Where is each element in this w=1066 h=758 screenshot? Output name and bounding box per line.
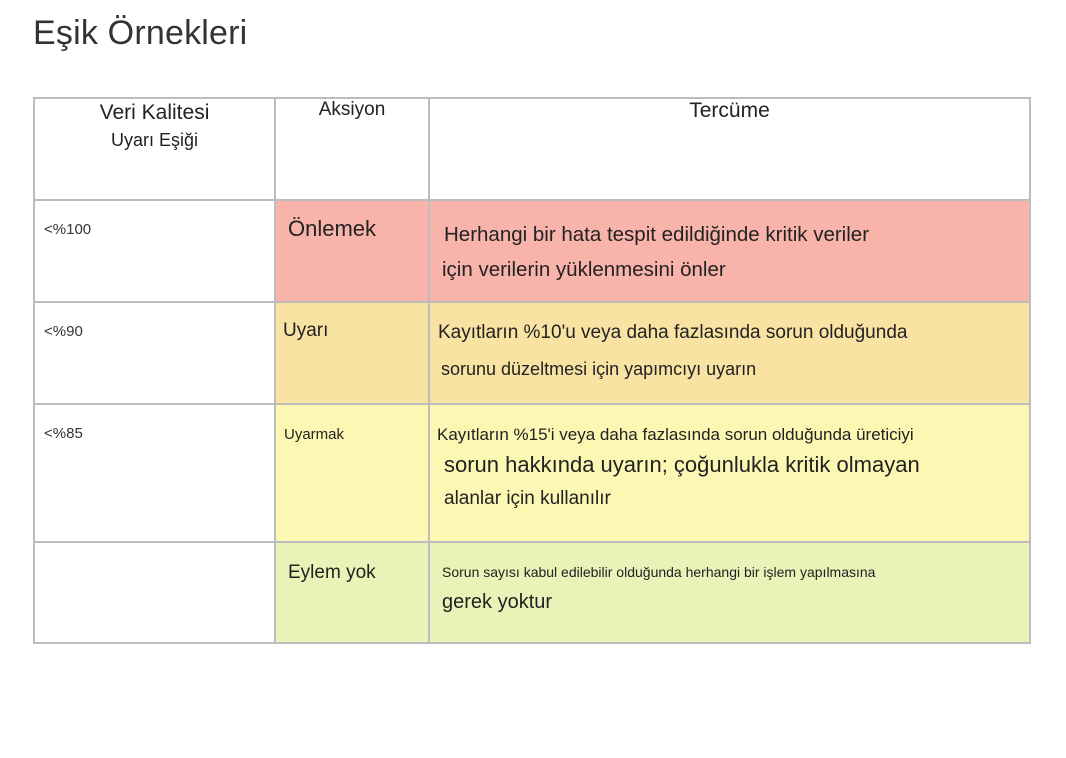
- table-row: [34, 200, 1030, 302]
- action-cell: [275, 302, 429, 404]
- header-threshold-sub: Uyarı Eşiği: [110, 130, 199, 150]
- description-line: Herhangi bir hata tespit edildiğinde kritik veriler: [444, 223, 870, 246]
- table-row: [34, 404, 1030, 542]
- description-cell: [429, 302, 1030, 404]
- action-label: Uyarı: [283, 320, 329, 341]
- threshold-value: <%100: [44, 221, 92, 238]
- description-line: Kayıtların %15'i veya daha fazlasında sorun olduğunda üreticiyi: [437, 425, 914, 444]
- description-line: sorun hakkında uyarın; çoğunlukla kritik olmayan: [444, 452, 920, 477]
- description-cell: [429, 404, 1030, 542]
- header-action: [275, 98, 429, 200]
- threshold-value: <%90: [44, 323, 83, 340]
- description-line: sorunu düzeltmesi için yapımcıyı uyarın: [441, 359, 757, 379]
- description-line: Sorun sayısı kabul edilebilir olduğunda herhangi bir işlem yapılmasına: [442, 564, 876, 580]
- description-line: gerek yoktur: [442, 591, 553, 613]
- table-row: [34, 302, 1030, 404]
- header-translation: [429, 98, 1030, 200]
- table-row: [34, 542, 1030, 643]
- threshold-cell: [34, 542, 275, 643]
- threshold-cell: [34, 302, 275, 404]
- header-threshold-main: Veri Kalitesi: [99, 101, 210, 124]
- description-text: [430, 543, 1029, 623]
- description-line: için verilerin yüklenmesini önler: [442, 258, 726, 281]
- action-label: Önlemek: [288, 216, 377, 241]
- header-translation-label: Tercüme: [689, 99, 770, 122]
- threshold-table: [33, 97, 1031, 644]
- action-label: Eylem yok: [288, 562, 376, 583]
- table-header-row: [34, 98, 1030, 200]
- header-threshold: [34, 98, 275, 200]
- description-cell: [429, 542, 1030, 643]
- threshold-cell: [34, 200, 275, 302]
- description-line: alanlar için kullanılır: [444, 488, 611, 509]
- description-cell: [429, 200, 1030, 302]
- description-line: Kayıtların %10'u veya daha fazlasında sorun olduğunda: [438, 322, 908, 343]
- threshold-value: [35, 543, 274, 563]
- header-action-label: Aksiyon: [318, 99, 386, 120]
- page-title: Eşik Örnekleri: [33, 14, 248, 52]
- action-cell: [275, 542, 429, 643]
- description-text: [430, 201, 1029, 287]
- description-text: [430, 303, 1029, 387]
- description-text: [430, 405, 1029, 514]
- threshold-value: <%85: [44, 425, 83, 442]
- threshold-cell: [34, 404, 275, 542]
- action-cell: [275, 404, 429, 542]
- action-cell: [275, 200, 429, 302]
- action-label: Uyarmak: [284, 426, 345, 443]
